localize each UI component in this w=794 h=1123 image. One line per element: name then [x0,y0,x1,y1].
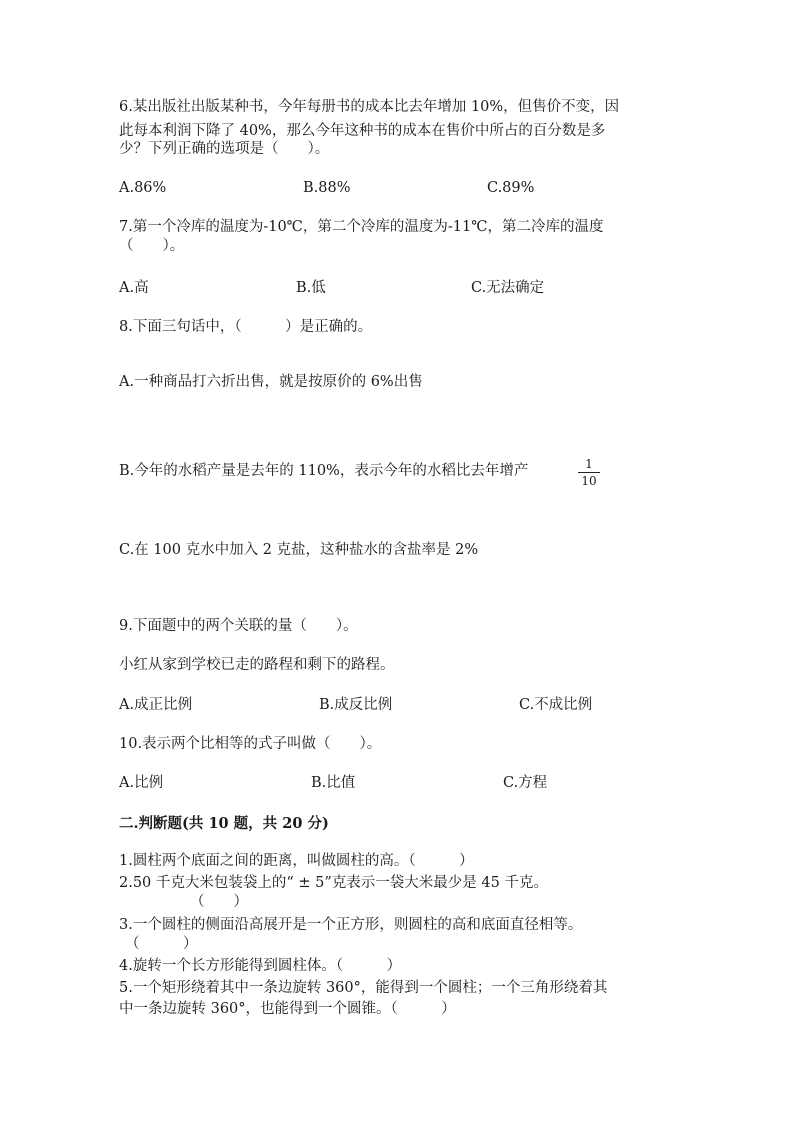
judge-item-3-blank: （ ） [125,936,198,952]
q7-stem-line1: 7.第一个冷库的温度为-10℃，第二个冷库的温度为-11℃，第二冷库的温度 [119,219,604,235]
q6-option-c: C.89% [487,180,535,196]
q6-option-b: B.88% [303,180,351,196]
q9-option-c: C.不成比例 [519,697,593,713]
judge-item-2-blank: （ ） [190,894,248,910]
q10-option-a: A.比例 [119,775,164,791]
judge-item-2: 2.50 千克大米包装袋上的“ ± 5”克表示一袋大米最少是 45 千克。 [119,875,548,891]
q6-stem-line2: 此每本利润下降了 40%，那么今年这种书的成本在售价中所占的百分数是多 [119,123,606,139]
judge-item-3: 3.一个圆柱的侧面沿高展开是一个正方形，则圆柱的高和底面直径相等。 [119,917,583,933]
q9-option-b: B.成反比例 [319,697,393,713]
section-heading: 二.判断题(共 10 题，共 20 分) [119,815,329,832]
q8-option-c: C.在 100 克水中加入 2 克盐，这种盐水的含盐率是 2% [119,542,479,558]
q6-stem-line3: 少？下列正确的选项是（ ）。 [119,141,330,157]
judge-item-5-line2: 中一条边旋转 360°，也能得到一个圆锥。（ ） [119,1001,456,1017]
q8-option-b: B.今年的水稻产量是去年的 110%，表示今年的水稻比去年增产 [119,463,529,479]
q9-context: 小红从家到学校已走的路程和剩下的路程。 [119,657,395,673]
q7-option-b: B.低 [296,280,326,296]
q8-option-b-fraction [578,457,600,488]
judge-item-1: 1.圆柱两个底面之间的距离，叫做圆柱的高。（ ） [119,853,474,869]
q7-option-c: C.无法确定 [471,280,545,296]
fraction-bar [578,472,600,473]
q10-option-b: B.比值 [311,775,356,791]
fraction-numerator: 1 [585,457,593,471]
q6-option-a: A.86% [119,180,167,196]
fraction-denominator: 10 [581,474,597,488]
q10-stem: 10.表示两个比相等的式子叫做（ ）。 [119,736,382,752]
q8-option-a: A.一种商品打六折出售，就是按原价的 6%出售 [119,374,423,390]
q9-stem: 9.下面题中的两个关联的量（ ）。 [119,618,358,634]
judge-item-5-line1: 5.一个矩形绕着其中一条边旋转 360°，能得到一个圆柱；一个三角形绕着其 [119,980,608,996]
q8-stem: 8.下面三句话中，（ ）是正确的。 [119,319,373,335]
judge-item-4: 4.旋转一个长方形能得到圆柱体。（ ） [119,958,402,974]
q7-option-a: A.高 [119,280,149,296]
q10-option-c: C.方程 [503,775,548,791]
q9-option-a: A.成正比例 [119,697,193,713]
q7-stem-line2: （ ）。 [119,238,185,254]
q6-stem-line1: 6.某出版社出版某种书，今年每册书的成本比去年增加 10%，但售价不变，因 [119,99,620,115]
